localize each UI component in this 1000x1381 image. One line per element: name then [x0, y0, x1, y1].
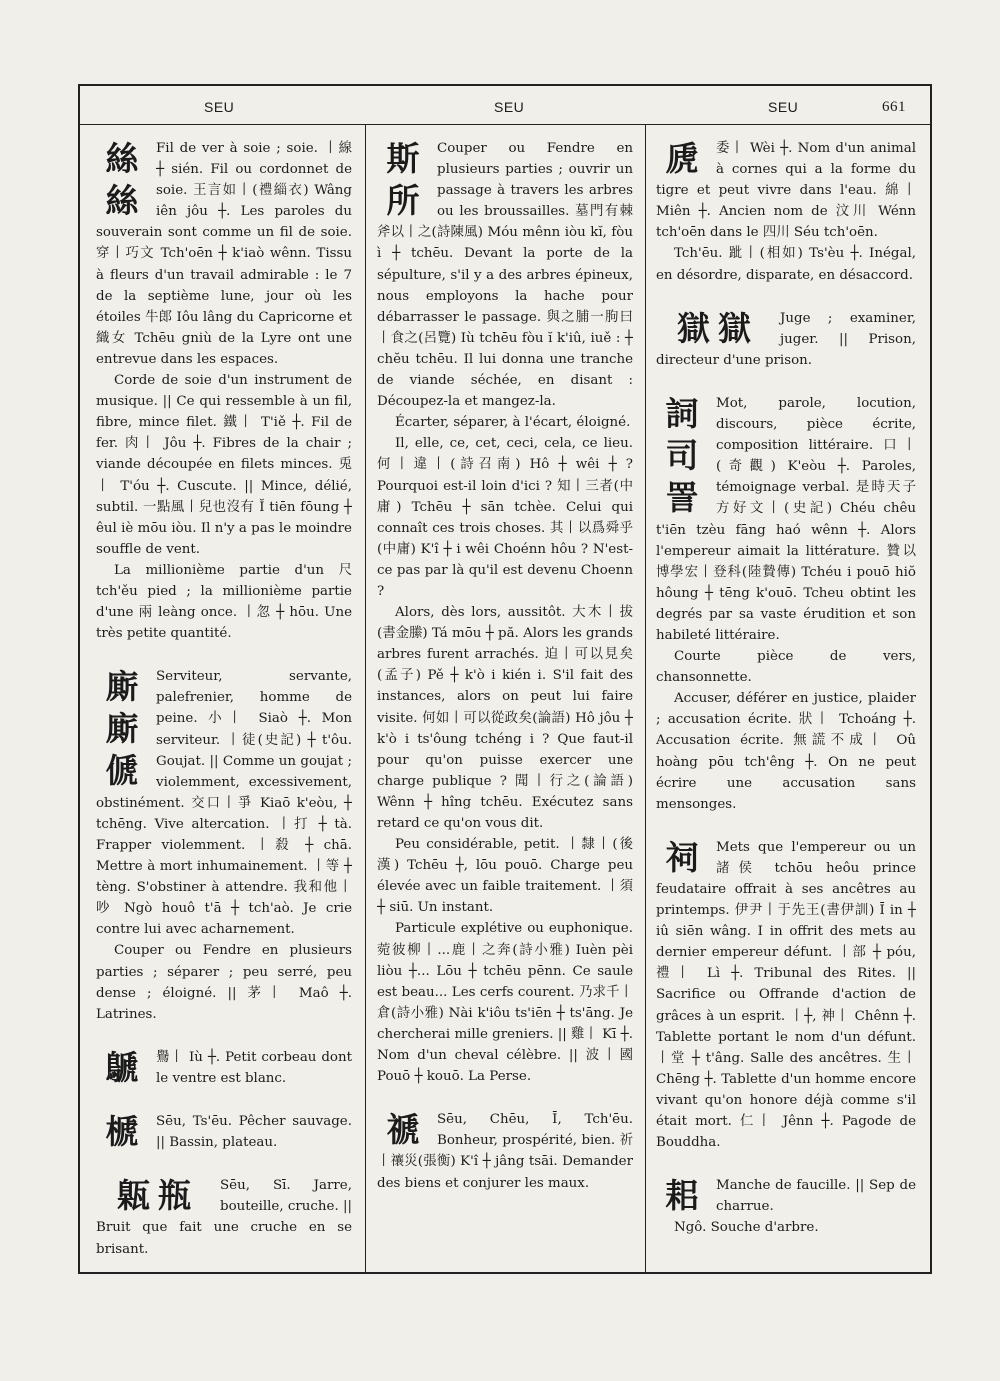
- dictionary-entry: [96, 1111, 352, 1153]
- column-2: [377, 138, 633, 1266]
- header-right: SEU: [768, 99, 799, 115]
- definition-paragraph: Peu considérable, petit. 丨隸丨(後漢) Tchēu ┼, lōu pouō. Charge peu élevée avec un faible traitement. 丨須 ┼ siū. Un instant.: [377, 837, 633, 916]
- headword-character: 絲: [105, 139, 139, 178]
- header-left: SEU: [204, 99, 235, 115]
- headword-characters: [656, 837, 708, 879]
- definition-paragraph: Fil de ver à soie ; soie. 丨線 ┼ sién. Fil ou cordonnet de soie. 王言如丨(禮緇衣) Wâng iên jôu ┼. Les paroles du souverain sont comme un fil de soie. 穿丨巧文 Tch'oēn ┼ k'iaò wênn. Tissu à fleurs d'un travail admirable : le 7 de la septième lune, jour où les étoiles 牛郎 Iôu lâng du Capricorne et 織女 Tchēu gniù de la Lyre ont une entrevue dans les espaces.: [96, 141, 352, 367]
- headword-characters: [656, 393, 708, 519]
- headword-character: 獄: [718, 308, 751, 348]
- headword-character: 甈: [117, 1176, 150, 1216]
- headword-characters: [96, 1047, 148, 1089]
- dictionary-entry: [656, 1175, 916, 1238]
- dictionary-entry: [96, 138, 352, 644]
- headword-character: 傂: [105, 751, 139, 791]
- headword-character: 鷈: [105, 1047, 139, 1087]
- dictionary-entry: [96, 666, 352, 1025]
- headword-characters: [96, 138, 148, 222]
- definition-paragraph: Particule explétive ou euphonique. 菀彼柳丨...鹿丨之奔(詩小雅) Iuèn pèi liòu ┼... Lōu ┼ tchēu pēnn. Ce saule est beau... Les cerfs courent. 乃求千丨倉(詩小雅) Nài k'iôu ts'iēn ┼ ts'āng. Je chercherai mille greniers. || 雞丨 Kī ┼. Nom d'un cheval célèbre. || 波丨國 Pouō ┼ kouō. La Perse.: [377, 921, 633, 1085]
- headword-character: 絲: [105, 181, 139, 220]
- column-divider: [365, 124, 366, 1274]
- definition-paragraph: Juge ; examiner, juger. || Prison, directeur d'une prison.: [656, 310, 916, 368]
- definition-paragraph: Tch'ēu. 跐丨(相如) Ts'èu ┼. Inégal, en désordre, disparate, en désaccord.: [656, 246, 916, 283]
- definition-paragraph: Serviteur, servante, palefrenier, homme de peine. 小丨 Siaò ┼. Mon serviteur. 丨徒(史記) ┼ t'ôu. Goujat. || Comme un goujat ; violemment, excessivement, obstinément. 交口丨爭 Kiaō k'eòu, ┼ tchēng. Vive altercation. 丨打 ┼ tà. Frapper violemment. 丨殺 ┼ chā. Mettre à mort inhumainement. 丨等 ┼ tèng. S'obstiner à attendre. 我和他丨吵 Ngò houô t'ā ┼ tch'aò. Je crie contre lui avec acharnement.: [96, 669, 352, 938]
- column-3: [656, 138, 916, 1266]
- headword-characters: [96, 1175, 212, 1217]
- dictionary-entry: [377, 1109, 633, 1193]
- headword-character: 祠: [665, 837, 699, 877]
- dictionary-entry: [96, 1175, 352, 1259]
- definition-paragraph: Couper ou Fendre en plusieurs parties ; ouvrir un passage à travers les arbres ou les broussailles. 墓門有棘斧以丨之(詩陳風) Móu mênn iòu kĭ, fòu ì ┼ tchēu. Devant la porte de la sépulture, s'il y a des arbres épineux, nous employons la hache pour débarrasser le passage. 與之脯一朐曰丨食之(呂覽) Iù tchēu fòu ĭ k'iû, iuě : ┼ chĕu tchēu. Il lui donna une tranche de viande séchée, en disant : Découpez-la et mangez-la.: [377, 141, 633, 410]
- headword-character: 詈: [665, 477, 699, 517]
- definition-paragraph: Il, elle, ce, cet, ceci, cela, ce lieu. 何丨違丨(詩召南) Hô ┼ wêi ┼ ? Pourquoi est-il loin d'ici ? 知丨三者(中庸) Tchēu ┼ sān tchèe. Celui qui connaît ces trois choses. 其丨以爲舜乎(中庸) K'î ┼ i wêi Choénn hôu ? N'est-ce pas par là qu'il est devenu Choenn ?: [377, 436, 633, 599]
- headword-character: 虒: [665, 139, 699, 178]
- headword-characters: [656, 308, 772, 350]
- dictionary-entry: [656, 308, 916, 371]
- dictionary-entry: [96, 1047, 352, 1089]
- definition-paragraph: Courte pièce de vers, chansonnette.: [656, 649, 916, 686]
- headword-character: 禠: [386, 1110, 420, 1150]
- definition-paragraph: Sēu, Chēu, Ī, Tch'ēu. Bonheur, prospérité, bien. 祈丨禳災(張衡) K'î ┼ jâng tsāi. Demander des biens et conjurer les maux.: [377, 1112, 633, 1191]
- definition-paragraph: La millionième partie d'un 尺 tch'ěu pied ; la millionième partie d'une 兩 leàng once. 丨忽 ┼ hōu. Une très petite quantité.: [96, 562, 352, 642]
- definition-paragraph: Écarter, séparer, à l'écart, éloigné.: [395, 415, 631, 431]
- headword-characters: [96, 1111, 148, 1153]
- headword-characters: [656, 138, 708, 180]
- headword-characters: [377, 1109, 429, 1151]
- headword-character: 司: [665, 435, 699, 475]
- headword-character: 所: [386, 181, 420, 220]
- definition-paragraph: Sēu, Sī. Jarre, bouteille, cruche. || Bruit que fait une cruche en se brisant.: [96, 1178, 352, 1257]
- headword-characters: [656, 1175, 708, 1217]
- headword-character: 獄: [677, 308, 710, 348]
- dictionary-entry: [656, 138, 916, 286]
- dictionary-page: [78, 84, 932, 1274]
- dictionary-entry: [656, 837, 916, 1153]
- definition-paragraph: Alors, dès lors, aussitôt. 大木丨拔(書金縢) Tá mōu ┼ pă. Alors les grands arbres furent arrachés. 迫丨可以見矣(孟子) Pě ┼ k'ò i kién i. S'il fait des instances, alors on peut lui faire visite. 何如丨可以從政矣(論語) Hô jôu ┼ k'ò i ts'ôung tchéng i ? Que faut-il pour qu'on puisse exercer une charge publique ? 聞丨行之(論語) Wênn ┼ hîng tchēu. Exécutez sans retard ce qu'on vous dit.: [377, 605, 633, 831]
- headword-character: 耜: [665, 1176, 699, 1216]
- definition-paragraph: Accuser, déférer en justice, plaider ; accusation écrite. 狀丨 Tchoáng ┼. Accusation écrite. 無謊不成丨 Oû hoàng pōu tch'êng ┼. On ne peut écrire une accusation sans mensonges.: [656, 691, 916, 812]
- page-number: 661: [882, 99, 906, 115]
- headword-character: 廝: [105, 709, 139, 749]
- headword-character: 詞: [665, 393, 699, 433]
- definition-paragraph: 鸒丨 Iù ┼. Petit corbeau dont le ventre est blanc.: [156, 1049, 352, 1086]
- definition-paragraph: Mets que l'empereur ou un 諸侯 tchōu heôu prince feudataire offrait à ses ancêtres au printemps. 伊尹丨于先王(書伊訓) Ī in ┼ iû siēn wâng. I in offrit des mets au dernier empereur défunt. 丨部 ┼ póu, 禮丨 Lì ┼. Tribunal des Rites. || Sacrifice ou Offrande d'action de grâces à un esprit. 丨┼, 神丨 Chênn ┼. Tablette portant le nom d'un défunt. 丨堂 ┼ t'âng. Salle des ancêtres. 生丨 Chēng ┼. Tablette d'un homme encore vivant qu'on honore déjà comme s'il était mort. 仁丨 Jênn ┼. Pagode de Bouddha.: [656, 839, 916, 1151]
- column-1: [96, 138, 352, 1266]
- definition-paragraph: 委丨 Wèi ┼. Nom d'un animal à cornes qui a la forme du tigre et peut vivre dans l'eau. 綿丨 Miên ┼. Ancien nom de 汶川 Wénn tch'oēn dans le 四川 Séu tch'oēn.: [656, 141, 916, 241]
- entry-definition: [377, 138, 633, 1087]
- dictionary-entry: [656, 393, 916, 815]
- entry-definition: [656, 837, 916, 1153]
- headword-character: 廝: [105, 667, 139, 707]
- column-divider: [645, 124, 646, 1274]
- definition-paragraph: Mot, parole, locution, discours, pièce écrite, composition littéraire. 口丨(奇觀) K'eòu ┼. Paroles, témoignage verbal. 是時天子方好文丨(史記) Chéu chêu t'iēn tzèu fāng haó wênn ┼. Alors l'empereur aimait la littérature. 贊以博學宏丨登科(陸贄傳) Tchéu i pouō hiŏ hôung ┼ tēng k'ouō. Tcheu obtint les degrés par sa vaste érudition et son habileté littéraire.: [656, 395, 916, 643]
- header-center: SEU: [494, 99, 525, 115]
- headword-characters: [96, 666, 148, 792]
- headword-character: 斯: [386, 139, 420, 178]
- definition-paragraph: Corde de soie d'un instrument de musique. || Ce qui ressemble à un fil, fibre, mince filet. 鐵丨 T'iě ┼. Fil de fer. 肉丨 Jôu ┼. Fibres de la chair ; viande découpée en filets minces. 兎丨 T'óu ┼. Cuscute. || Mince, délié, subtil. 一點風丨兒也沒有 Ĭ tiēn fōung ┼ êul iè mōu iòu. Il n'y a pas le moindre souffle de vent.: [96, 373, 352, 557]
- dictionary-entry: [377, 138, 633, 1087]
- definition-paragraph: Manche de faucille. || Sep de charrue.: [716, 1178, 916, 1215]
- headword-character: 榹: [105, 1112, 139, 1152]
- headword-character: 瓶: [158, 1176, 191, 1216]
- definition-paragraph: Sēu, Ts'ēu. Pêcher sauvage. || Bassin, plateau.: [156, 1114, 352, 1151]
- definition-paragraph: Couper ou Fendre en plusieurs parties ; séparer ; peu serré, peu dense ; éloigné. || 茅丨 Maô ┼. Latrines.: [96, 943, 352, 1022]
- running-header: [80, 86, 930, 125]
- definition-paragraph: Ngô. Souche d'arbre.: [674, 1220, 819, 1236]
- headword-characters: [377, 138, 429, 222]
